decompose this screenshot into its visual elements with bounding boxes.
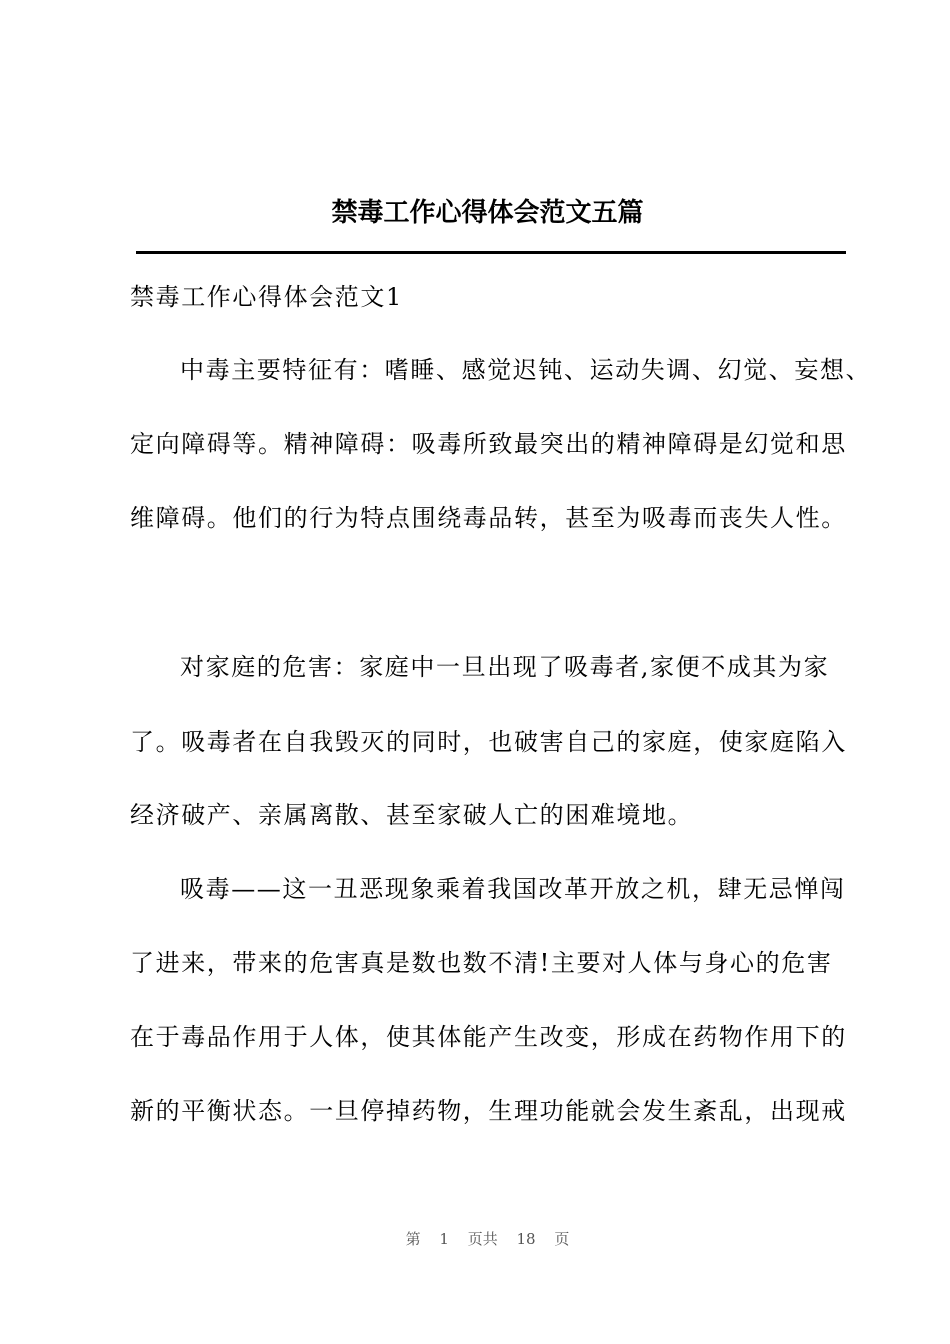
- page-footer: [0, 1227, 950, 1251]
- paragraph-2-line-3: 经济破产、亲属离散、甚至家破人亡的困难境地。: [130, 801, 694, 829]
- footer-prefix: 第: [405, 1230, 421, 1248]
- footer-page-number: 1: [439, 1230, 449, 1248]
- paragraph-3-line-1: 吸毒——这一丑恶现象乘着我国改革开放之机，肆无忌惮闯: [180, 875, 846, 903]
- footer-mid-label: 页共: [467, 1230, 498, 1248]
- paragraph-1-line-3: 维障碍。他们的行为特点围绕毒品转，甚至为吸毒而丧失人性。: [130, 504, 847, 532]
- paragraph-1-line-2: 定向障碍等。精神障碍：吸毒所致最突出的精神障碍是幻觉和思: [130, 430, 847, 458]
- paragraph-3-line-4: 新的平衡状态。一旦停掉药物，生理功能就会发生紊乱，出现戒: [130, 1097, 847, 1125]
- section-heading: 禁毒工作心得体会范文1: [130, 283, 403, 311]
- footer-total-pages: 18: [516, 1230, 536, 1248]
- paragraph-2-line-1: 对家庭的危害：家庭中一旦出现了吸毒者,家便不成其为家: [180, 653, 830, 681]
- paragraph-2-line-2: 了。吸毒者在自我毁灭的同时，也破害自己的家庭，使家庭陷入: [130, 728, 847, 756]
- footer-suffix: 页: [554, 1230, 570, 1248]
- paragraph-3-line-3: 在于毒品作用于人体，使其体能产生改变，形成在药物作用下的: [130, 1023, 847, 1051]
- document-title: 禁毒工作心得体会范文五篇: [331, 198, 644, 228]
- paragraph-3-line-2: 了进来，带来的危害真是数也数不清!主要对人体与身心的危害: [130, 949, 833, 977]
- paragraph-1-line-1: 中毒主要特征有：嗜睡、感觉迟钝、运动失调、幻觉、妄想、: [180, 356, 872, 384]
- title-underline-rule: [136, 251, 846, 254]
